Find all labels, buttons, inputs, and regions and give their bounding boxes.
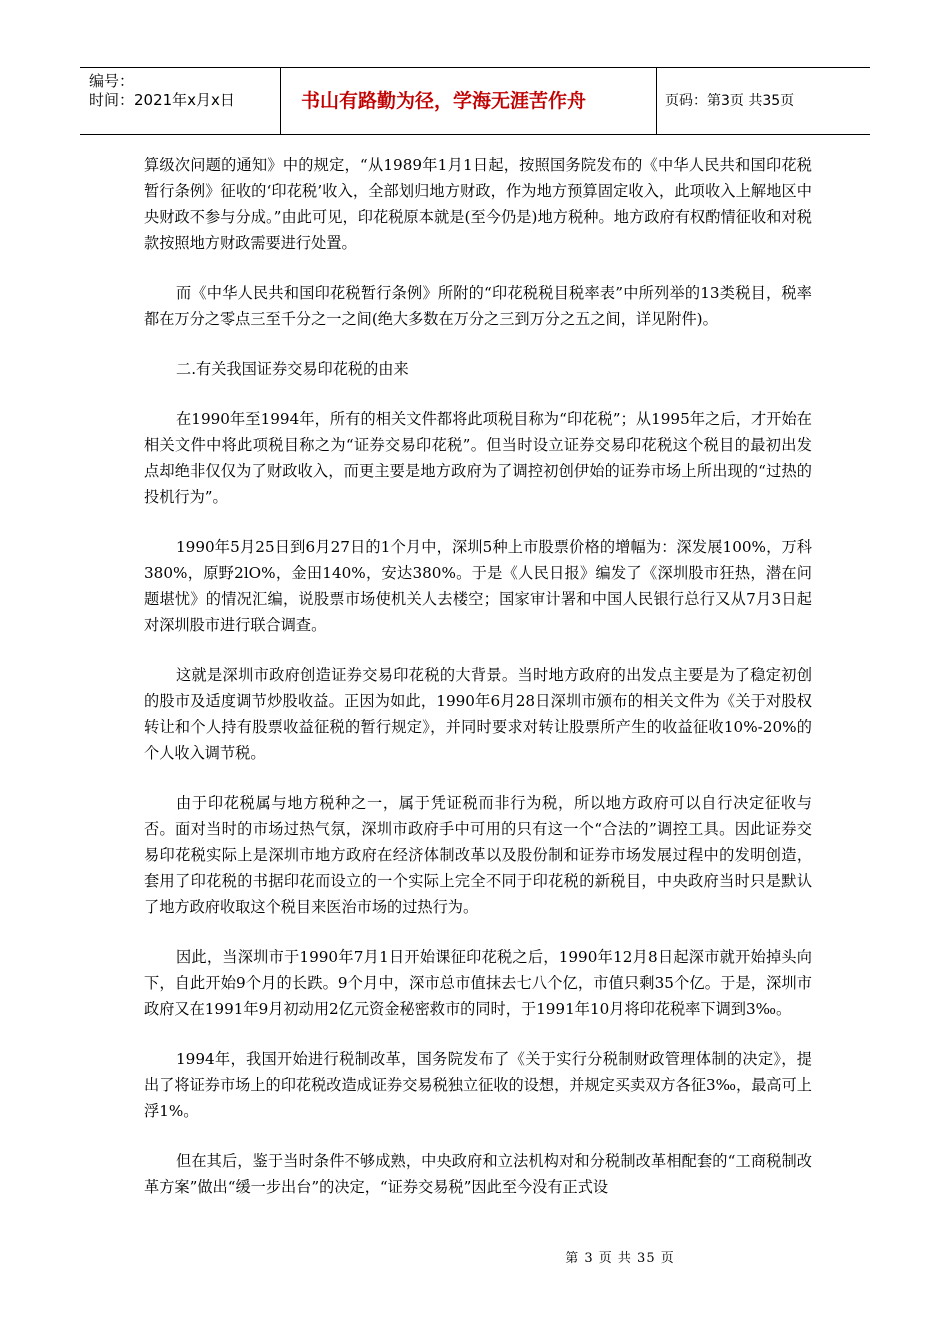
- page-header: [80, 67, 870, 135]
- paragraph: 1990年5月25日到6月27日的1个月中，深圳5种上市股票价格的增幅为：深发展100%，万科380%，原野2lO%，金田140%，安达380%。于是《人民日报》编发了《深圳股市狂热，潜在问题堪忧》的情况汇编，说股票市场使机关人去楼空；国家审计署和中国人民银行总行又从7月3日起对深圳股市进行联合调查。: [144, 538, 812, 634]
- paragraph: 由于印花税属与地方税种之一，属于凭证税而非行为税，所以地方政府可以自行决定征收与否。面对当时的市场过热气氛，深圳市政府手中可用的只有这一个“合法的”调控工具。因此证券交易印花税实际上是深圳市地方政府在经济体制改革以及股份制和证券市场发展过程中的发明创造，套用了印花税的书据印花而设立的一个实际上完全不同于印花税的新税目，中央政府当时只是默认了地方政府收取这个税目来医治市场的过热行为。: [144, 794, 812, 916]
- paragraph: 而《中华人民共和国印花税暂行条例》所附的“印花税税目税率表”中所列举的13类税目，税率都在万分之零点三至千分之一之间(绝大多数在万分之三到万分之五之间，详见附件)。: [144, 284, 812, 328]
- paragraph: 1994年，我国开始进行税制改革，国务院发布了《关于实行分税制财政管理体制的决定》，提出了将证券市场上的印花税改造成证券交易税独立征收的设想，并规定买卖双方各征3‰，最高可上浮1%。: [144, 1050, 812, 1120]
- header-meta: [80, 68, 281, 134]
- section-heading: 二.有关我国证券交易印花税的由来: [176, 360, 409, 378]
- header-motto: 书山有路勤为径，学海无涯苦作舟: [281, 68, 657, 134]
- paragraph: 在1990年至1994年，所有的相关文件都将此项税目称为“印花税”；从1995年之后，才开始在相关文件中将此项税目称之为“证券交易印花税”。但当时设立证券交易印花税这个税目的最初出发点却绝非仅仅为了财政收入，而更主要是地方政府为了调控初创伊始的证券市场上所出现的“过热的投机行为”。: [144, 410, 812, 506]
- paragraph: 这就是深圳市政府创造证券交易印花税的大背景。当时地方政府的出发点主要是为了稳定初创的股市及适度调节炒股收益。正因为如此，1990年6月28日深圳市颁布的相关文件为《关于对股权转让和个人持有股票收益征税的暂行规定》，并同时要求对转让股票所产生的收益征收10%-20%的个人收入调节税。: [144, 666, 812, 762]
- paragraph: 因此，当深圳市于1990年7月1日开始课征印花税之后，1990年12月8日起深市就开始掉头向下，自此开始9个月的长跌。9个月中，深市总市值抹去七八个亿，市值只剩35个亿。于是，深圳市政府又在1991年9月初动用2亿元资金秘密救市的同时，于1991年10月将印花税率下调到3‰。: [144, 948, 812, 1018]
- header-page-info: 页码：第3页 共35页: [665, 93, 795, 109]
- document-number-label: 编号：: [89, 72, 135, 90]
- document-date: 时间：2021年x月x日: [89, 91, 235, 109]
- paragraph: 算级次问题的通知》中的规定，“从1989年1月1日起，按照国务院发布的《中华人民共和国印花税暂行条例》征收的‘印花税’收入，全部划归地方财政，作为地方预算固定收入，此项收入上解地区中央财政不参与分成。”由此可见，印花税原本就是(至今仍是)地方税种。地方政府有权酌情征收和对税款按照地方财政需要进行处置。: [144, 156, 812, 252]
- document-body: [144, 152, 812, 1224]
- paragraph: 但在其后，鉴于当时条件不够成熟，中央政府和立法机构对和分税制改革相配套的“工商税制改革方案”做出“缓一步出台”的决定，“证券交易税”因此至今没有正式设: [144, 1152, 812, 1196]
- page-footer: 第 3 页 共 35 页: [565, 1251, 675, 1266]
